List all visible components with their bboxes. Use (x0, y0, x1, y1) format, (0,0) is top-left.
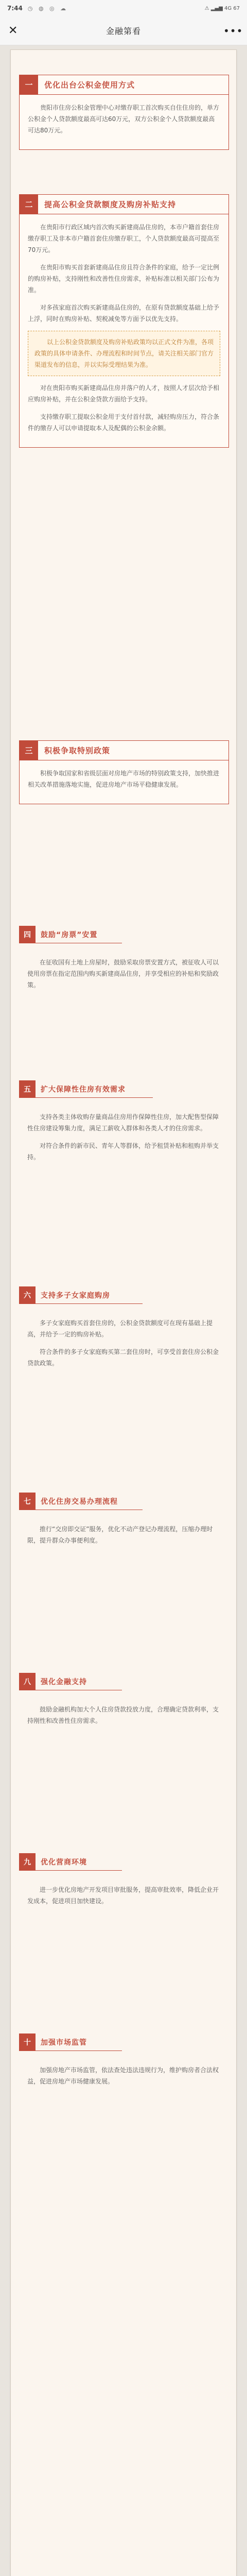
tag-5-number: 五 (19, 1080, 36, 1098)
section-2-para-2: 在贵阳市购买首套新建商品住房且符合条件的家庭，给予一定比例的购房补贴，支持刚性和改善性住房需求，补贴标准以相关部门公布为准。 (28, 264, 220, 294)
tag-10-number: 十 (19, 2033, 36, 2051)
section-1-header (20, 75, 228, 95)
section-1-para-1: 贵阳市住房公积金管理中心对缴存职工首次购买自住住房的，单方公积金个人贷款额度最高可达60万元，双方公积金个人贷款额度最高可达80万元。 (28, 104, 220, 134)
tag-7-label: 优化住房交易办理流程 (41, 1498, 118, 1506)
tag-5 (19, 1080, 153, 1098)
tag-10-underline (36, 2050, 122, 2051)
tag-8-number: 八 (19, 1673, 36, 1690)
tag-9-label: 优化营商环境 (41, 1858, 87, 1867)
tag-4-number: 四 (19, 926, 36, 943)
tag-5-underline (36, 1097, 153, 1098)
status-bar (0, 0, 247, 16)
section-2-note (28, 331, 220, 376)
tag-7-body (27, 1523, 223, 1552)
article-card (10, 49, 237, 2576)
status-icons: ◷ ◍ ◎ ☁ (27, 5, 68, 12)
close-icon[interactable]: ✕ (8, 24, 18, 37)
tag-10-label: 加强市场监管 (41, 2039, 87, 2047)
tag-4-body (27, 957, 223, 997)
section-2-para-1: 在贵阳市行政区域内首次购买新建商品住房的，本市户籍首套住房缴存职工及非本市户籍首套住房缴存职工，个人贷款额度最高可提高至70万元。 (28, 224, 220, 253)
tag-6-underline (36, 1303, 143, 1304)
tag-6-number: 六 (19, 1286, 36, 1304)
section-2-para-4: 对在贵阳市购买新建商品住房并落户的人才，按照人才层次给予相应购房补贴，并在公积金贷款方面给予支持。 (28, 384, 220, 403)
section-3 (19, 740, 229, 804)
section-2-number: 二 (20, 195, 38, 214)
section-3-title: 积极争取特别政策 (44, 746, 111, 755)
section-2-note-text: 以上公积金贷款额度及购房补贴政策均以正式文件为准，各项政策的具体申请条件、办理流程和时间节点，请关注相关部门官方渠道发布的信息，并以实际受理结果为准。 (34, 338, 214, 368)
tag-9-number: 九 (19, 1853, 36, 1871)
section-1-number: 一 (20, 75, 38, 94)
tag-9-para-1: 进一步优化房地产开发项目审批服务，提高审批效率，降低企业开发成本，促进项目加快建设。 (27, 1886, 219, 1905)
nav-bar (0, 16, 247, 45)
section-2-para-5: 支持缴存职工提取公积金用于支付首付款，减轻购房压力，符合条件的缴存人可以申请提取本人及配偶的公积金余额。 (28, 413, 220, 432)
section-2-header (20, 195, 228, 214)
tag-8-body (27, 1704, 223, 1733)
section-2-title: 提高公积金贷款额度及购房补贴支持 (44, 200, 177, 209)
tag-5-para-1: 支持各类主体收购存量商品住房用作保障性住房，加大配售型保障性住房建设筹集力度，满足工薪收入群体和各类人才的住房需求。 (27, 1113, 219, 1132)
tag-9-body (27, 1884, 223, 1913)
tag-10-para-1: 加强房地产市场监管，依法查处违法违规行为，维护购房者合法权益，促进房地产市场健康发展。 (27, 2066, 219, 2085)
section-2-para-3: 对多孩家庭首次购买新建商品住房的，在原有贷款额度基础上给予上浮，同时在购房补贴、契税减免等方面予以优先支持。 (28, 304, 220, 323)
tag-9 (19, 1853, 122, 1871)
tag-7 (19, 1493, 143, 1510)
section-2 (19, 194, 229, 448)
tag-4-para-1: 在征收国有土地上房屋时，鼓励采取房票安置方式，被征收人可以使用房票在指定范围内购买新建商品住房，并享受相应的补贴和奖励政策。 (27, 959, 219, 989)
more-icon[interactable]: ••• (223, 24, 243, 37)
tag-7-para-1: 推行“交房即交证”服务，优化不动产登记办理流程，压缩办理时限，提升群众办事便利度。 (27, 1526, 213, 1544)
section-3-number: 三 (20, 741, 38, 760)
section-3-para-1: 积极争取国家和省级层面对房地产市场的特别政策支持，加快推进相关改革措施落地实施，促进房地产市场平稳健康发展。 (28, 770, 220, 788)
tag-6-label: 支持多子女家庭购房 (41, 1292, 110, 1300)
tag-6-body (27, 1317, 223, 1375)
tag-5-label: 扩大保障性住房有效需求 (41, 1086, 126, 1094)
tag-6-para-1: 多子女家庭购买首套住房的，公积金贷款额度可在现有基础上提高，并给予一定的购房补贴。 (27, 1319, 213, 1338)
tag-4-label: 鼓励“房票”安置 (41, 931, 98, 939)
tag-4 (19, 926, 122, 943)
status-time: 7:44 (7, 5, 23, 12)
tag-10 (19, 2033, 122, 2051)
tag-6-para-2: 符合条件的多子女家庭购买第二套住房时，可享受首套住房公积金贷款政策。 (27, 1348, 219, 1367)
tag-6 (19, 1286, 143, 1304)
tag-8-label: 强化金融支持 (41, 1678, 87, 1686)
tag-5-para-2: 对符合条件的新市民、青年人等群体，给予租赁补贴和租购并举支持。 (27, 1142, 219, 1161)
section-1-title: 优化出台公积金使用方式 (44, 80, 135, 90)
section-1 (19, 75, 229, 150)
status-right: ⚠ ▂▄▆ 4G 67 (204, 5, 240, 11)
tag-9-underline (36, 1870, 122, 1871)
section-3-header (20, 741, 228, 760)
tag-7-number: 七 (19, 1493, 36, 1510)
tag-8 (19, 1673, 122, 1690)
tag-5-body (27, 1111, 223, 1169)
page-title: 金融第看 (105, 26, 141, 36)
tag-10-body (27, 2064, 223, 2093)
tag-8-para-1: 鼓励金融机构加大个人住房贷款投放力度，合理确定贷款利率，支持刚性和改善性住房需求。 (27, 1706, 219, 1724)
